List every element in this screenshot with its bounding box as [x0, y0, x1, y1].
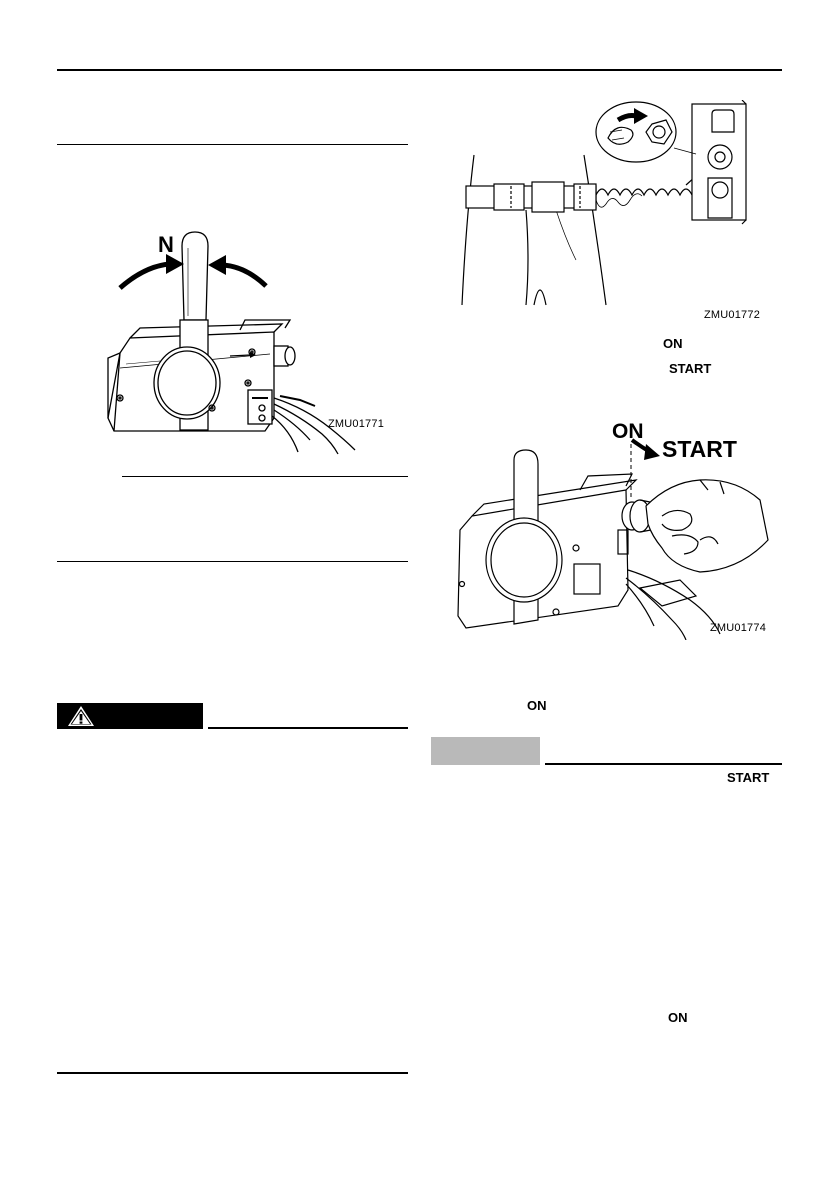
remote-control-lever-figure: [100, 228, 400, 458]
on-position-label: ON: [527, 698, 547, 713]
key-switch-figure: [450, 420, 780, 640]
start-position-label: START: [727, 770, 770, 785]
neutral-position-label: N: [158, 232, 174, 257]
figure-code: ZMU01772: [704, 309, 761, 321]
section-rule: [57, 561, 408, 562]
on-position-label: ON: [663, 336, 683, 351]
start-label: START: [662, 436, 737, 462]
page-header-rule: [57, 69, 782, 71]
lanyard-illustration: [456, 100, 776, 325]
start-position-label: START: [669, 361, 712, 376]
on-position-label: ON: [668, 1010, 688, 1025]
warning-header: [57, 703, 203, 729]
figure-code: ZMU01774: [710, 622, 767, 634]
on-label: ON: [612, 420, 644, 443]
warning-end-rule: [57, 1072, 408, 1074]
lanyard-figure: [456, 100, 776, 325]
warning-rule: [208, 727, 408, 729]
figure-code: ZMU01771: [328, 418, 385, 430]
warning-triangle-icon: [67, 705, 95, 727]
caption-rule: [122, 476, 408, 477]
note-rule: [545, 763, 782, 765]
section-rule: [57, 144, 408, 145]
note-header: [431, 737, 540, 765]
